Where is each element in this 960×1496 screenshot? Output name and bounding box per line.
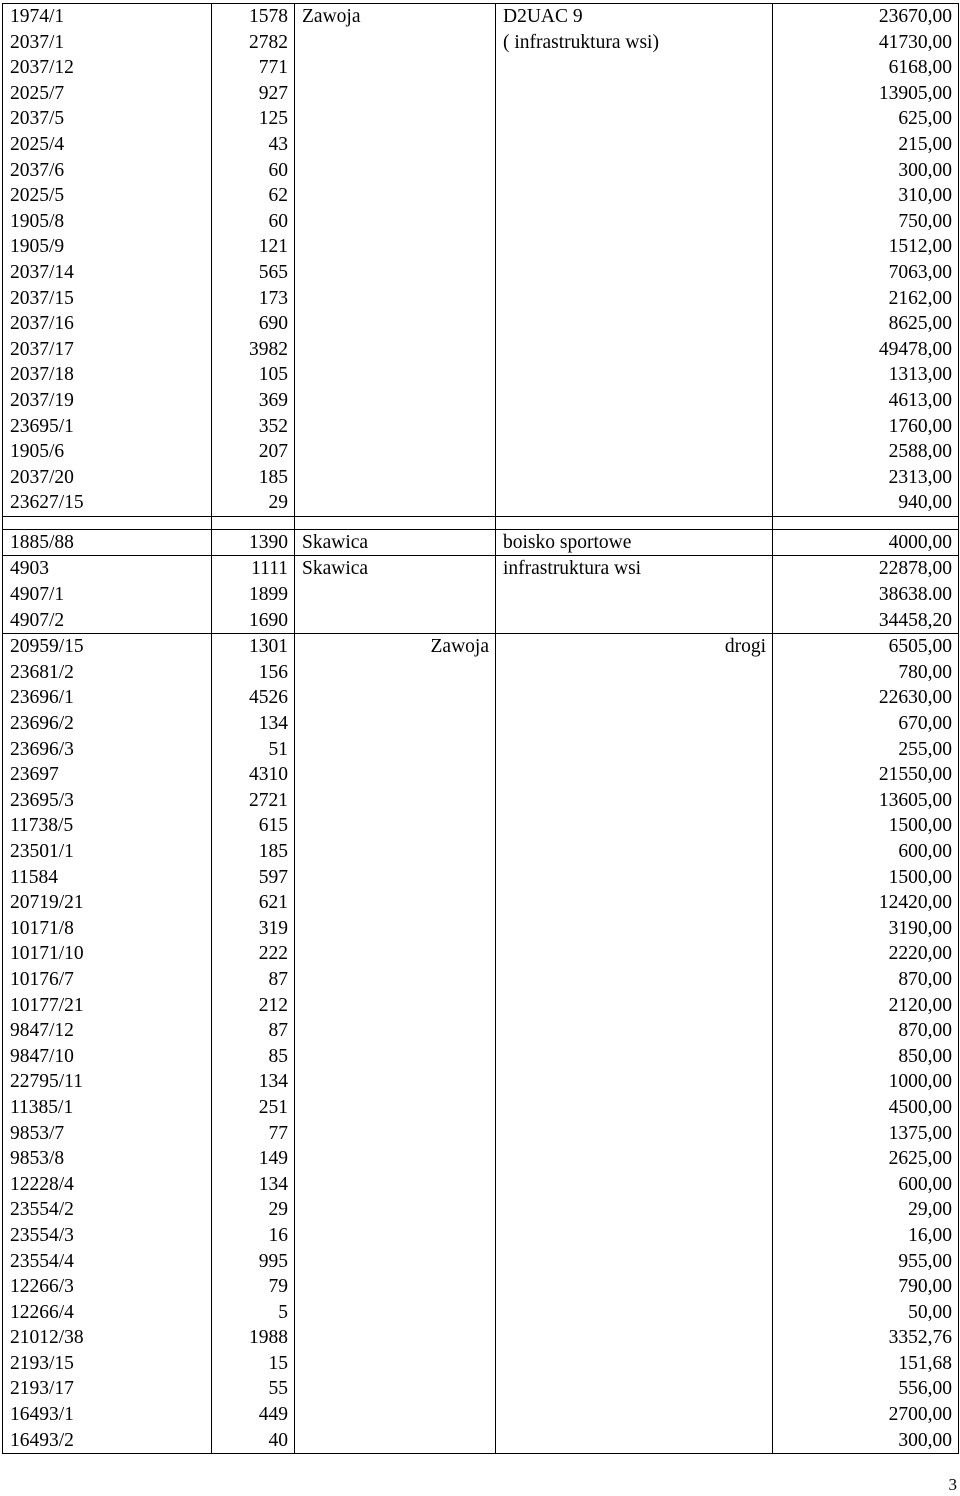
value-amount: 1512,00 — [888, 236, 952, 258]
parcel-number: 12228/4 — [10, 1173, 74, 1195]
parcel-number: 9847/10 — [10, 1045, 74, 1067]
parcel-number-cell — [3, 529, 212, 556]
area-value: 85 — [268, 1045, 288, 1067]
area-value: 251 — [258, 1096, 288, 1118]
area-value: 1111 — [251, 558, 288, 580]
area-value: 125 — [258, 108, 288, 130]
area-value: 2782 — [249, 31, 288, 53]
purpose-cell — [496, 634, 773, 1454]
value-amount: 255,00 — [898, 738, 952, 760]
parcel-number: 2037/15 — [10, 287, 74, 309]
area-value: 29 — [268, 1199, 288, 1221]
value-amount: 870,00 — [898, 968, 952, 990]
parcel-number: 23627/15 — [10, 492, 84, 514]
area-value: 79 — [268, 1276, 288, 1298]
parcel-number: 23697 — [10, 764, 59, 786]
area-value: 134 — [258, 1071, 288, 1093]
value-amount: 16,00 — [908, 1224, 952, 1246]
value-amount: 556,00 — [898, 1378, 952, 1400]
area-value: 185 — [258, 466, 288, 488]
parcel-number: 2037/5 — [10, 108, 65, 130]
parcel-number: 20959/15 — [10, 636, 84, 658]
parcel-number: 12266/4 — [10, 1301, 74, 1323]
section-gap — [3, 516, 959, 529]
parcel-number: 10171/8 — [10, 917, 74, 939]
page-number: 3 — [948, 1475, 957, 1494]
purpose-text: boisko sportowe — [503, 531, 632, 553]
parcel-number: 11738/5 — [10, 815, 74, 837]
location-name: Skawica — [302, 558, 369, 580]
area-value: 185 — [258, 841, 288, 862]
area-value: 149 — [258, 1148, 288, 1170]
area-value: 55 — [268, 1378, 288, 1400]
value-amount: 2700,00 — [888, 1404, 952, 1426]
area-value: 105 — [258, 364, 288, 386]
area-value: 16 — [268, 1224, 288, 1246]
area-value: 3982 — [249, 338, 288, 360]
value-amount: 670,00 — [898, 713, 952, 735]
value-amount: 6505,00 — [888, 636, 952, 658]
area-value: 621 — [258, 892, 288, 914]
value-amount: 2220,00 — [888, 943, 952, 965]
value-amount: 7063,00 — [888, 261, 952, 283]
value-amount: 2313,00 — [888, 466, 952, 488]
parcel-number: 2037/12 — [10, 57, 74, 79]
parcel-number: 2037/18 — [10, 364, 74, 386]
purpose-cell — [496, 556, 773, 634]
value-amount: 1375,00 — [888, 1122, 952, 1144]
value-amount: 3352,76 — [888, 1327, 952, 1349]
area-value: 60 — [268, 159, 288, 181]
value-amount: 2162,00 — [888, 287, 952, 309]
area-value: 134 — [258, 1173, 288, 1195]
value-cell — [773, 4, 959, 517]
table-row — [3, 556, 959, 634]
parcel-number: 2193/15 — [10, 1352, 74, 1374]
value-amount: 4500,00 — [888, 1096, 952, 1118]
parcel-number: 20719/21 — [10, 892, 84, 914]
value-amount: 2588,00 — [888, 441, 952, 463]
value-amount: 23670,00 — [878, 6, 952, 27]
area-cell — [212, 529, 295, 556]
parcel-number-cell — [3, 4, 212, 517]
parcel-number: 23681/2 — [10, 661, 74, 683]
value-cell — [773, 529, 959, 556]
parcel-number: 4903 — [10, 558, 49, 580]
parcel-number: 2037/17 — [10, 338, 74, 360]
value-amount: 2625,00 — [888, 1148, 952, 1170]
location-cell — [295, 4, 496, 517]
parcel-number: 23501/1 — [10, 841, 74, 862]
purpose-text: drogi — [724, 636, 766, 658]
area-cell — [212, 556, 295, 634]
value-amount: 4000,00 — [888, 531, 952, 553]
table-row — [3, 634, 959, 1454]
area-value: 156 — [258, 661, 288, 683]
value-amount: 600,00 — [898, 1173, 952, 1195]
parcel-number: 4907/2 — [10, 609, 65, 631]
value-amount: 2120,00 — [888, 994, 952, 1016]
value-amount: 38638.00 — [878, 584, 952, 606]
parcel-number: 23695/3 — [10, 789, 74, 811]
area-value: 212 — [258, 994, 288, 1016]
value-amount: 151,68 — [898, 1352, 952, 1374]
value-amount: 34458,20 — [878, 609, 952, 631]
parcel-number: 2025/7 — [10, 82, 65, 104]
area-cell — [212, 4, 295, 517]
value-amount: 1000,00 — [888, 1071, 952, 1093]
location-name: Zawoja — [430, 636, 489, 658]
location-cell — [295, 556, 496, 634]
area-value: 29 — [268, 492, 288, 514]
area-value: 51 — [268, 738, 288, 760]
value-amount: 600,00 — [898, 841, 952, 862]
parcel-number: 23696/3 — [10, 738, 74, 760]
value-amount: 1500,00 — [888, 815, 952, 837]
location-name: Zawoja — [302, 6, 361, 27]
area-value: 597 — [258, 866, 288, 888]
area-value: 1390 — [249, 531, 288, 553]
value-amount: 12420,00 — [878, 892, 952, 914]
area-value: 15 — [268, 1352, 288, 1374]
value-amount: 625,00 — [898, 108, 952, 130]
area-cell — [212, 634, 295, 1454]
area-value: 87 — [268, 1020, 288, 1042]
parcel-number: 10177/21 — [10, 994, 84, 1016]
purpose-text: D2UAC 9 — [503, 6, 583, 27]
area-value: 121 — [258, 236, 288, 258]
area-value: 4310 — [249, 764, 288, 786]
area-value: 2721 — [249, 789, 288, 811]
purpose-text: infrastruktura wsi — [503, 558, 642, 580]
parcel-number: 11584 — [10, 866, 59, 888]
value-amount: 3190,00 — [888, 917, 952, 939]
area-value: 565 — [258, 261, 288, 283]
value-amount: 22630,00 — [878, 687, 952, 709]
value-amount: 13905,00 — [878, 82, 952, 104]
parcel-number: 2037/14 — [10, 261, 74, 283]
parcel-number: 2037/1 — [10, 31, 65, 53]
parcel-number: 2193/17 — [10, 1378, 74, 1400]
area-value: 449 — [258, 1404, 288, 1426]
value-amount: 870,00 — [898, 1020, 952, 1042]
parcel-number: 1905/8 — [10, 210, 65, 232]
parcel-number: 1905/6 — [10, 441, 65, 463]
value-amount: 750,00 — [898, 210, 952, 232]
area-value: 1578 — [249, 6, 288, 27]
parcel-number: 11385/1 — [10, 1096, 74, 1118]
parcel-number: 9853/7 — [10, 1122, 65, 1144]
parcel-number: 10171/10 — [10, 943, 84, 965]
value-amount: 215,00 — [898, 133, 952, 155]
parcel-number: 1974/1 — [10, 6, 65, 27]
parcel-number: 2037/19 — [10, 389, 74, 411]
parcel-number: 21012/38 — [10, 1327, 84, 1349]
area-value: 77 — [268, 1122, 288, 1144]
parcel-table-body — [3, 4, 959, 1454]
area-value: 1301 — [249, 636, 288, 658]
purpose-cell — [496, 4, 773, 517]
parcel-number: 2037/6 — [10, 159, 65, 181]
area-value: 369 — [258, 389, 288, 411]
area-value: 771 — [258, 57, 288, 79]
area-value: 319 — [258, 917, 288, 939]
area-value: 134 — [258, 713, 288, 735]
parcel-number: 22795/11 — [10, 1071, 83, 1093]
parcel-number: 4907/1 — [10, 584, 65, 606]
value-amount: 780,00 — [898, 661, 952, 683]
parcel-number-cell — [3, 556, 212, 634]
value-amount: 21550,00 — [878, 764, 952, 786]
parcel-number-cell — [3, 634, 212, 1454]
value-amount: 940,00 — [898, 492, 952, 514]
value-amount: 4613,00 — [888, 389, 952, 411]
area-value: 1690 — [249, 609, 288, 631]
parcel-number: 23554/2 — [10, 1199, 74, 1221]
table-row — [3, 4, 959, 517]
value-amount: 300,00 — [898, 1429, 952, 1451]
parcel-number: 2037/20 — [10, 466, 74, 488]
area-value: 690 — [258, 313, 288, 335]
area-value: 222 — [258, 943, 288, 965]
location-name: Skawica — [302, 531, 369, 553]
area-value: 1988 — [249, 1327, 288, 1349]
parcel-number: 16493/2 — [10, 1429, 74, 1451]
area-value: 207 — [258, 441, 288, 463]
value-amount: 49478,00 — [878, 338, 952, 360]
location-cell — [295, 634, 496, 1454]
parcel-number: 1905/9 — [10, 236, 65, 258]
value-amount: 1760,00 — [888, 415, 952, 437]
area-value: 43 — [268, 133, 288, 155]
area-value: 4526 — [249, 687, 288, 709]
value-amount: 22878,00 — [878, 558, 952, 580]
value-amount: 1313,00 — [888, 364, 952, 386]
area-value: 87 — [268, 968, 288, 990]
value-amount: 1500,00 — [888, 866, 952, 888]
value-amount: 310,00 — [898, 185, 952, 207]
value-amount: 300,00 — [898, 159, 952, 181]
parcel-number: 2025/4 — [10, 133, 65, 155]
area-value: 995 — [258, 1250, 288, 1272]
parcel-number: 23695/1 — [10, 415, 74, 437]
value-amount: 13605,00 — [878, 789, 952, 811]
area-value: 62 — [268, 185, 288, 207]
parcel-table — [2, 3, 959, 1454]
value-amount: 790,00 — [898, 1276, 952, 1298]
value-cell — [773, 556, 959, 634]
value-amount: 29,00 — [908, 1199, 952, 1221]
area-value: 927 — [258, 82, 288, 104]
value-amount: 8625,00 — [888, 313, 952, 335]
table-row — [3, 529, 959, 556]
purpose-cell — [496, 529, 773, 556]
area-value: 352 — [258, 415, 288, 437]
value-cell — [773, 634, 959, 1454]
parcel-number: 23554/4 — [10, 1250, 74, 1272]
area-value: 60 — [268, 210, 288, 232]
parcel-number: 23696/1 — [10, 687, 74, 709]
parcel-number: 10176/7 — [10, 968, 74, 990]
area-value: 615 — [258, 815, 288, 837]
value-amount: 6168,00 — [888, 57, 952, 79]
area-value: 40 — [268, 1429, 288, 1451]
parcel-number: 9847/12 — [10, 1020, 74, 1042]
parcel-number: 23554/3 — [10, 1224, 74, 1246]
parcel-number: 2025/5 — [10, 185, 65, 207]
area-value: 5 — [278, 1301, 288, 1323]
location-cell — [295, 529, 496, 556]
parcel-number: 12266/3 — [10, 1276, 74, 1298]
parcel-number: 1885/88 — [10, 531, 74, 553]
parcel-number: 9853/8 — [10, 1148, 65, 1170]
parcel-number: 16493/1 — [10, 1404, 74, 1426]
parcel-number: 2037/16 — [10, 313, 74, 335]
value-amount: 850,00 — [898, 1045, 952, 1067]
area-value: 173 — [258, 287, 288, 309]
value-amount: 41730,00 — [878, 31, 952, 53]
value-amount: 955,00 — [898, 1250, 952, 1272]
purpose-text: ( infrastruktura wsi) — [503, 31, 659, 53]
value-amount: 50,00 — [908, 1301, 952, 1323]
parcel-number: 23696/2 — [10, 713, 74, 735]
area-value: 1899 — [249, 584, 288, 606]
